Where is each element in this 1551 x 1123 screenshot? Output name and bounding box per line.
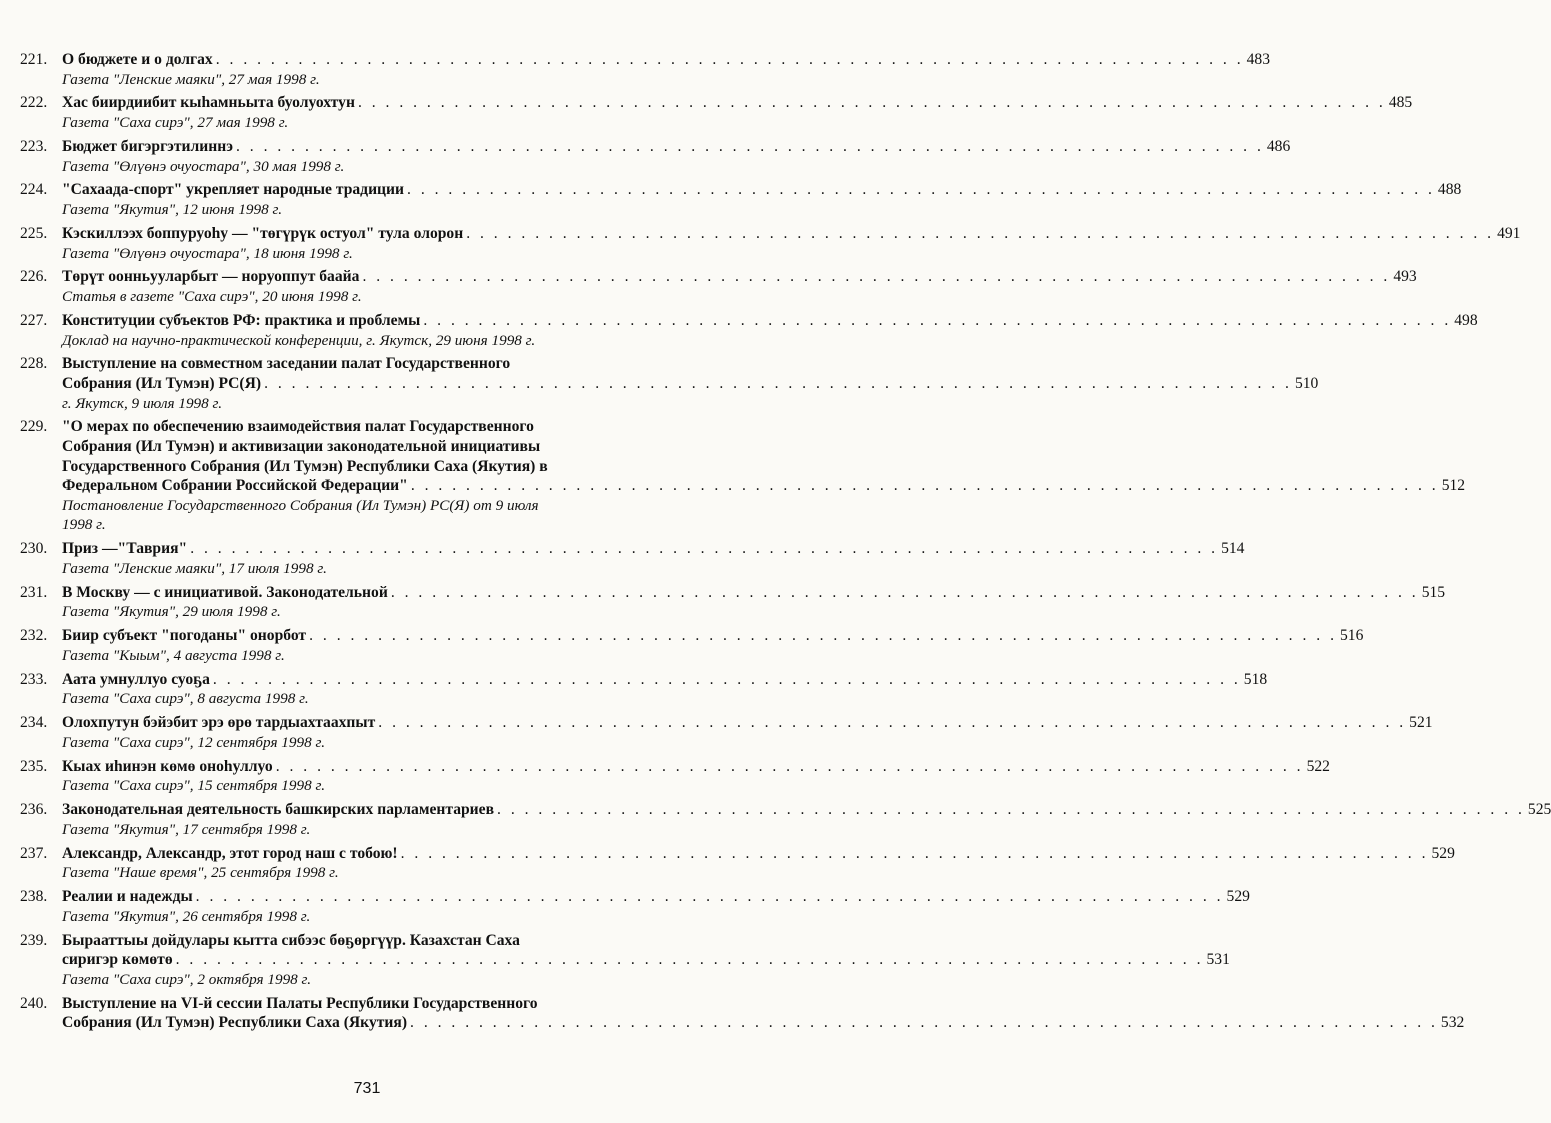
toc-entry-heading [20,583,1446,603]
entry-page: 486 [1266,137,1291,155]
entry-title: Кыах иhинэн көмө оноhуллуо [62,757,273,775]
entry-title: Олохпутун бэйэбит эрэ өрө тардыахтаахпыт [62,714,376,732]
entry-number: 225. [20,224,48,242]
dot-leader [190,539,1218,559]
dot-leader [497,800,1525,820]
entry-source: Газета "Ленские маяки", 27 мая 1998 г. [62,70,320,88]
entry-source: Газета "Саха сирэ", 27 мая 1998 г. [62,114,289,132]
entry-title: Бюджет бигэргэтилиннэ [62,137,233,155]
entry-number: 230. [20,540,48,558]
entry-number: 224. [20,181,48,199]
entry-page: 529 [1226,888,1250,906]
dot-leader [276,757,1304,777]
toc-entry [20,539,1245,578]
dot-leader [216,50,1244,70]
toc-entry [20,267,1417,306]
entry-number: 226. [20,268,48,286]
toc-entry [20,417,1466,535]
entry-number: 223. [20,137,48,155]
toc-entry-heading [20,670,1268,690]
entry-title: Законодательная деятельность башкирских парламентариев [62,801,495,819]
toc-entry [20,180,1462,219]
entry-page: 516 [1339,627,1364,645]
toc-entry-heading [20,311,1478,331]
toc-entry [20,844,1455,883]
toc-entry [20,670,1268,709]
entry-source: Статья в газете "Саха сирэ", 20 июня 1998 г. [62,288,362,306]
dot-leader [423,311,1451,331]
entry-page: 493 [1393,268,1417,286]
dot-leader [410,1013,1438,1033]
dot-leader [378,713,1406,733]
entry-title: сиригэр көмөтө [62,951,173,969]
toc-entry [20,994,1465,1033]
entry-title: Выступление на VI-й сессии Палаты Республики Государственного [62,994,538,1012]
page-number: 731 [353,1080,381,1097]
entry-page: 491 [1497,224,1521,242]
toc-entry-heading [20,267,1417,287]
entry-number: 227. [20,311,48,329]
toc-entry-title-line [62,476,1466,496]
entry-title: Кэскиллээх боппуруоhу — "төгүрүк остуол" тула олорон [62,224,464,242]
entry-page: 529 [1431,844,1455,862]
entry-number: 228. [20,355,48,373]
entry-page: 510 [1294,374,1319,392]
entry-page: 485 [1388,94,1413,112]
toc-entry-heading [20,50,1270,70]
toc-entry [20,626,1364,665]
toc-entry [20,137,1291,176]
entry-number: 235. [20,757,48,775]
entry-source: Газета "Саха сирэ", 2 октября 1998 г. [62,970,312,988]
entry-title: Реалии и надежды [62,888,193,906]
toc-entry [20,583,1446,622]
entry-source: Газета "Якутия", 26 сентября 1998 г. [62,907,311,925]
entry-page: 522 [1306,757,1330,775]
entry-number: 232. [20,627,48,645]
entry-number: 238. [20,888,48,906]
toc-entry [20,354,1319,413]
entry-number: 239. [20,931,48,949]
dot-leader [401,844,1429,864]
toc-entry-heading [20,224,1521,244]
entry-title: В Москву — с инициативой. Законодательной [62,583,388,601]
toc-entry [20,887,1250,926]
toc-entry-heading [20,180,1462,200]
toc-entry-heading [20,844,1455,864]
toc-entry-heading [20,800,1551,820]
dot-leader [391,583,1419,603]
entry-title: Приз —"Таврия" [62,540,188,558]
toc-entry-heading [20,93,1413,113]
toc-entry [20,713,1433,752]
toc-entry [20,931,1230,990]
toc-entry [20,50,1270,89]
entry-source: Газета "Наше время", 25 сентября 1998 г. [62,864,339,882]
dot-leader [466,224,1494,244]
toc-entry-title-line [62,374,1319,394]
entry-page: 525 [1527,801,1551,819]
entry-page: 514 [1221,540,1245,558]
dot-leader [196,887,1224,907]
entry-page: 498 [1454,311,1478,329]
toc-entry-heading [20,354,680,374]
toc-entry-title-line [62,457,680,477]
entry-title: "Сахаада-спорт" укрепляет народные традиции [62,181,405,199]
dot-leader [236,137,1264,157]
entry-title: "О мерах по обеспечению взаимодействия палат Государственного [62,418,534,436]
entry-title: Собрания (Ил Тумэн) и активизации законодательной инициативы [62,438,541,456]
entry-page: 521 [1409,714,1433,732]
dot-leader [213,670,1241,690]
entry-title: Александр, Александр, этот город наш с тобою! [62,844,398,862]
entry-source: 1998 г. [62,516,106,534]
toc-entry-title-line [62,437,680,457]
entry-page: 512 [1441,477,1466,495]
toc-entry-title-line [62,950,1230,970]
toc-entry [20,800,1551,839]
entry-title: О бюджете и о долгах [62,51,213,68]
table-of-contents [20,50,1551,1033]
toc-entry [20,93,1413,132]
toc-entry-heading [20,887,1250,907]
entry-number: 231. [20,583,48,601]
entry-page: 531 [1206,951,1230,969]
entry-number: 240. [20,994,48,1012]
toc-entry-heading [20,539,1245,559]
entry-title: Аата умнуллуо суоҕа [62,670,210,688]
entry-source: г. Якутск, 9 июля 1998 г. [62,394,223,412]
dot-leader [362,267,1390,287]
entry-number: 237. [20,844,48,862]
toc-entry-heading [20,757,1330,777]
entry-source: Газета "Өлүөнэ очуостара", 30 мая 1998 г. [62,157,345,175]
entry-title: Федеральном Собрании Российской Федерации" [62,477,408,495]
toc-entry [20,757,1330,796]
toc-entry-heading [20,137,1291,157]
toc-entry-heading [20,417,680,437]
entry-page: 488 [1437,181,1462,199]
entry-source: Газета "Өлүөнэ очуостара", 18 июня 1998 г. [62,244,353,262]
dot-leader [358,93,1386,113]
dot-leader [411,476,1439,496]
entry-source: Постановление Государственного Собрания (Ил Тумэн) РС(Я) от 9 июля [62,496,539,514]
toc-entry [20,224,1521,263]
entry-title: Собрания (Ил Тумэн) Республики Саха (Якутия) [62,1014,408,1032]
toc-entry-heading [20,713,1433,733]
entry-title: Хас биирдиибит кыhамньыта буолуохтун [62,94,355,112]
entry-number: 229. [20,418,48,436]
entry-page: 518 [1243,670,1268,688]
entry-source: Газета "Саха сирэ", 12 сентября 1998 г. [62,733,325,751]
dot-leader [407,180,1435,200]
entry-source: Газета "Саха сирэ", 8 августа 1998 г. [62,690,309,708]
entry-page: 532 [1440,1014,1465,1032]
entry-title: Бырааттыы дойдулары кытта сибээс бөҕөргүүр. Казахстан Саха [62,931,520,949]
entry-number: 221. [20,51,48,68]
toc-entry-heading [20,626,1364,646]
entry-title: Государственного Собрания (Ил Тумэн) Республики Саха (Якутия) в [62,457,548,475]
entry-page: 483 [1246,51,1270,68]
entry-number: 236. [20,801,48,819]
entry-source: Газета "Якутия", 12 июня 1998 г. [62,201,283,219]
entry-page: 515 [1421,583,1446,601]
dot-leader [264,374,1292,394]
entry-title: Төрүт оонньууларбыт — норуоппут баайа [62,268,360,286]
entry-source: Газета "Саха сирэ", 15 сентября 1998 г. [62,777,325,795]
entry-number: 222. [20,94,48,112]
toc-entry-heading [20,994,680,1014]
entry-source: Газета "Кыым", 4 августа 1998 г. [62,646,285,664]
entry-title: Собрания (Ил Тумэн) РС(Я) [62,374,262,392]
entry-number: 234. [20,714,48,732]
entry-title: Выступление на совместном заседании палат Государственного [62,355,511,373]
toc-entry [20,311,1478,350]
entry-source: Доклад на научно-практической конференции, г. Якутск, 29 июня 1998 г. [62,331,536,349]
entry-title: Биир субъект "погоданы" онорбот [62,627,307,645]
toc-entry-title-line [62,1013,1465,1033]
toc-entry-heading [20,931,680,951]
entry-source: Газета "Якутия", 29 июля 1998 г. [62,603,281,621]
entry-number: 233. [20,670,48,688]
entry-title: Конституции субъектов РФ: практика и проблемы [62,311,421,329]
dot-leader [309,626,1337,646]
entry-source: Газета "Ленские маяки", 17 июля 1998 г. [62,559,327,577]
dot-leader [176,950,1204,970]
entry-source: Газета "Якутия", 17 сентября 1998 г. [62,820,311,838]
